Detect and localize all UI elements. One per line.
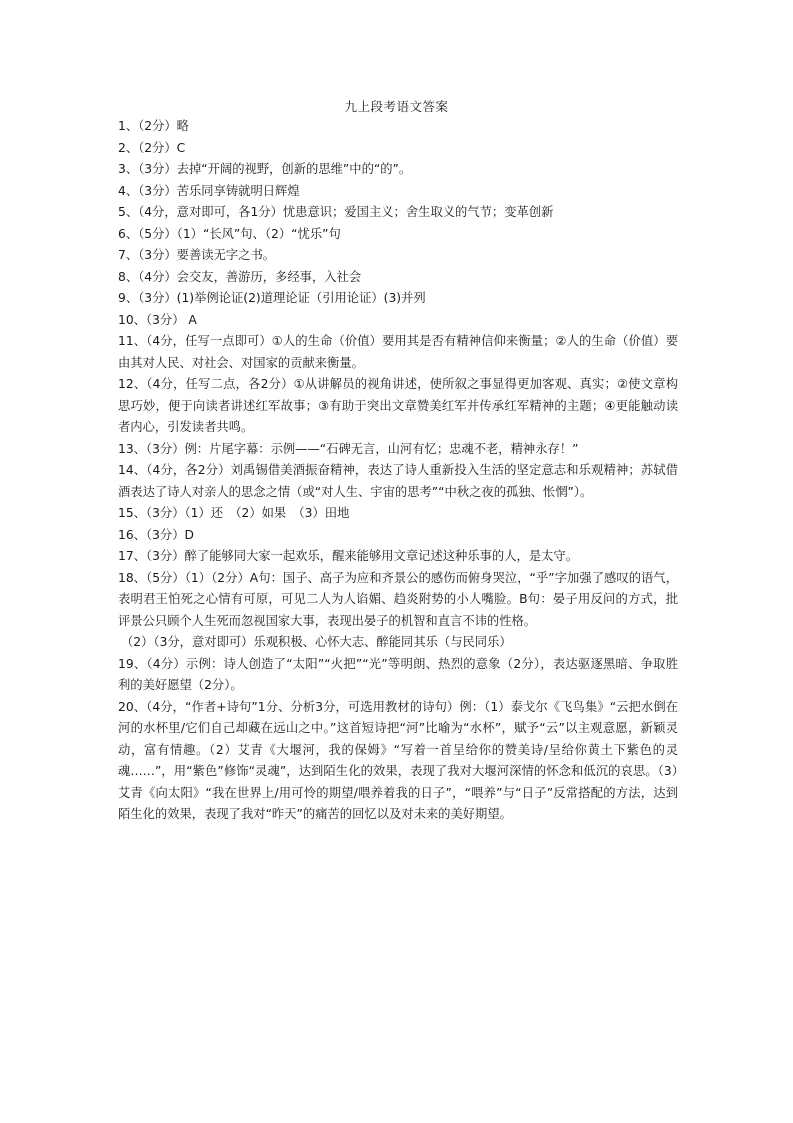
answer-item-20: 20、（4分，“作者+诗句”1分、分析3分，可选用教材的诗句）例：（1）泰戈尔《飞鸟集》“云把水倒在河的水杯里/它们自己却藏在远山之中。”这首短诗把“河”比喻为“水杯”，赋予“云”以主观意愿，新颖灵动，富有情趣。（2）艾青《大堰河，我的保姆》“写着一首呈给你的赞美诗/呈给你黄土下紫色的灵魂……”，用“紫色”修饰“灵魂”，达到陌生化的效果，表现了我对大堰河深情的怀念和低沉的哀思。（3）艾青《向太阳》“我在世界上/用可怜的期望/喂养着我的日子”，“喂养”与“日子”反常搭配的方法，达到陌生化的效果，表现了我对“昨天”的痛苦的回忆以及对未来的美好期望。 [118, 699, 678, 821]
answer-item-18-part-2: （2）（3分，意对即可）乐观积极、心怀大志、醉能同其乐（与民同乐） [121, 635, 512, 649]
scan-speck: · [205, 1022, 207, 1029]
answer-item-18: 18、（5分）（1）（2分）A句：国子、高子为应和齐景公的感伤而俯身哭泣，“乎”字加强了感叹的语气，表明君王怕死之心情有可原，可见二人为人谄媚、趋炎附势的小人嘴脸。B句：晏子用反问的方式，批评景公只顾个人生死而忽视国家大事，表现出晏子的机智和直言不讳的性格。 [118, 570, 678, 628]
answer-item-13: 13、（3分）例：片尾字幕：示例——“石碑无言，山河有忆；忠魂不老，精神永存！” [118, 441, 579, 456]
answer-item-15: 15、（3分）（1）还 （2）如果 （3）田地 [118, 506, 350, 520]
answer-list [118, 116, 678, 826]
answer-item-14: 14、（4分，各2分）刘禹锡借美酒振奋精神，表达了诗人重新投入生活的坚定意志和乐观精神；苏轼借酒表达了诗人对亲人的思念之情（或“对人生、宇宙的思考”“中秋之夜的孤独、怅惘”）。 [118, 463, 678, 499]
answer-item-10: 10、（3分） A [118, 312, 197, 327]
answer-item-4: 4、（3分）苦乐同享铸就明日辉煌 [118, 183, 300, 198]
answer-item-12: 12、（4分，任写二点，各2分）①从讲解员的视角讲述，使所叙之事显得更加客观、真实；②使文章构思巧妙，便于向读者讲述红军故事；③有助于突出文章赞美红军并传承红军精神的主题；④更能触动读者内心，引发读者共鸣。 [118, 377, 678, 434]
answer-item-3: 3、（3分）去掉“开阔的视野，创新的思维”中的“的”。 [118, 162, 412, 176]
page-title: 九上段考语文答案 [344, 99, 449, 114]
answer-item-1: 1、（2分）略 [118, 119, 189, 133]
answer-item-19: 19、（4分）示例：诗人创造了“太阳”“火把”“光”等明朗、热烈的意象（2分），表达驱逐黑暗、争取胜利的美好愿望（2分）。 [118, 656, 678, 692]
answer-item-5: 5、（4分，意对即可，各1分）忧患意识；爱国主义；舍生取义的气节；变革创新 [118, 205, 554, 219]
answer-item-2: 2、（2分）C [118, 140, 186, 155]
answer-item-9: 9、（3分）(1)举例论证(2)道理论证（引用论证）(3)并列 [118, 291, 426, 305]
answer-item-7: 7、（3分）要善读无字之书。 [118, 248, 276, 262]
answer-item-11: 11、（4分，任写一点即可）①人的生命（价值）要用其是否有精神信仰来衡量；②人的生命（价值）要由其对人民、对社会、对国家的贡献来衡量。 [118, 334, 678, 370]
answer-item-8: 8、（4分）会交友，善游历，多经事，入社会 [118, 269, 362, 284]
answer-item-6: 6、（5分）（1）“长风”句、（2）“忧乐”句 [118, 226, 341, 241]
answer-item-16: 16、（3分）D [118, 527, 194, 542]
answer-item-17: 17、（3分）醉了能够同大家一起欢乐，醒来能够用文章记述这种乐事的人，是太守。 [118, 549, 579, 563]
